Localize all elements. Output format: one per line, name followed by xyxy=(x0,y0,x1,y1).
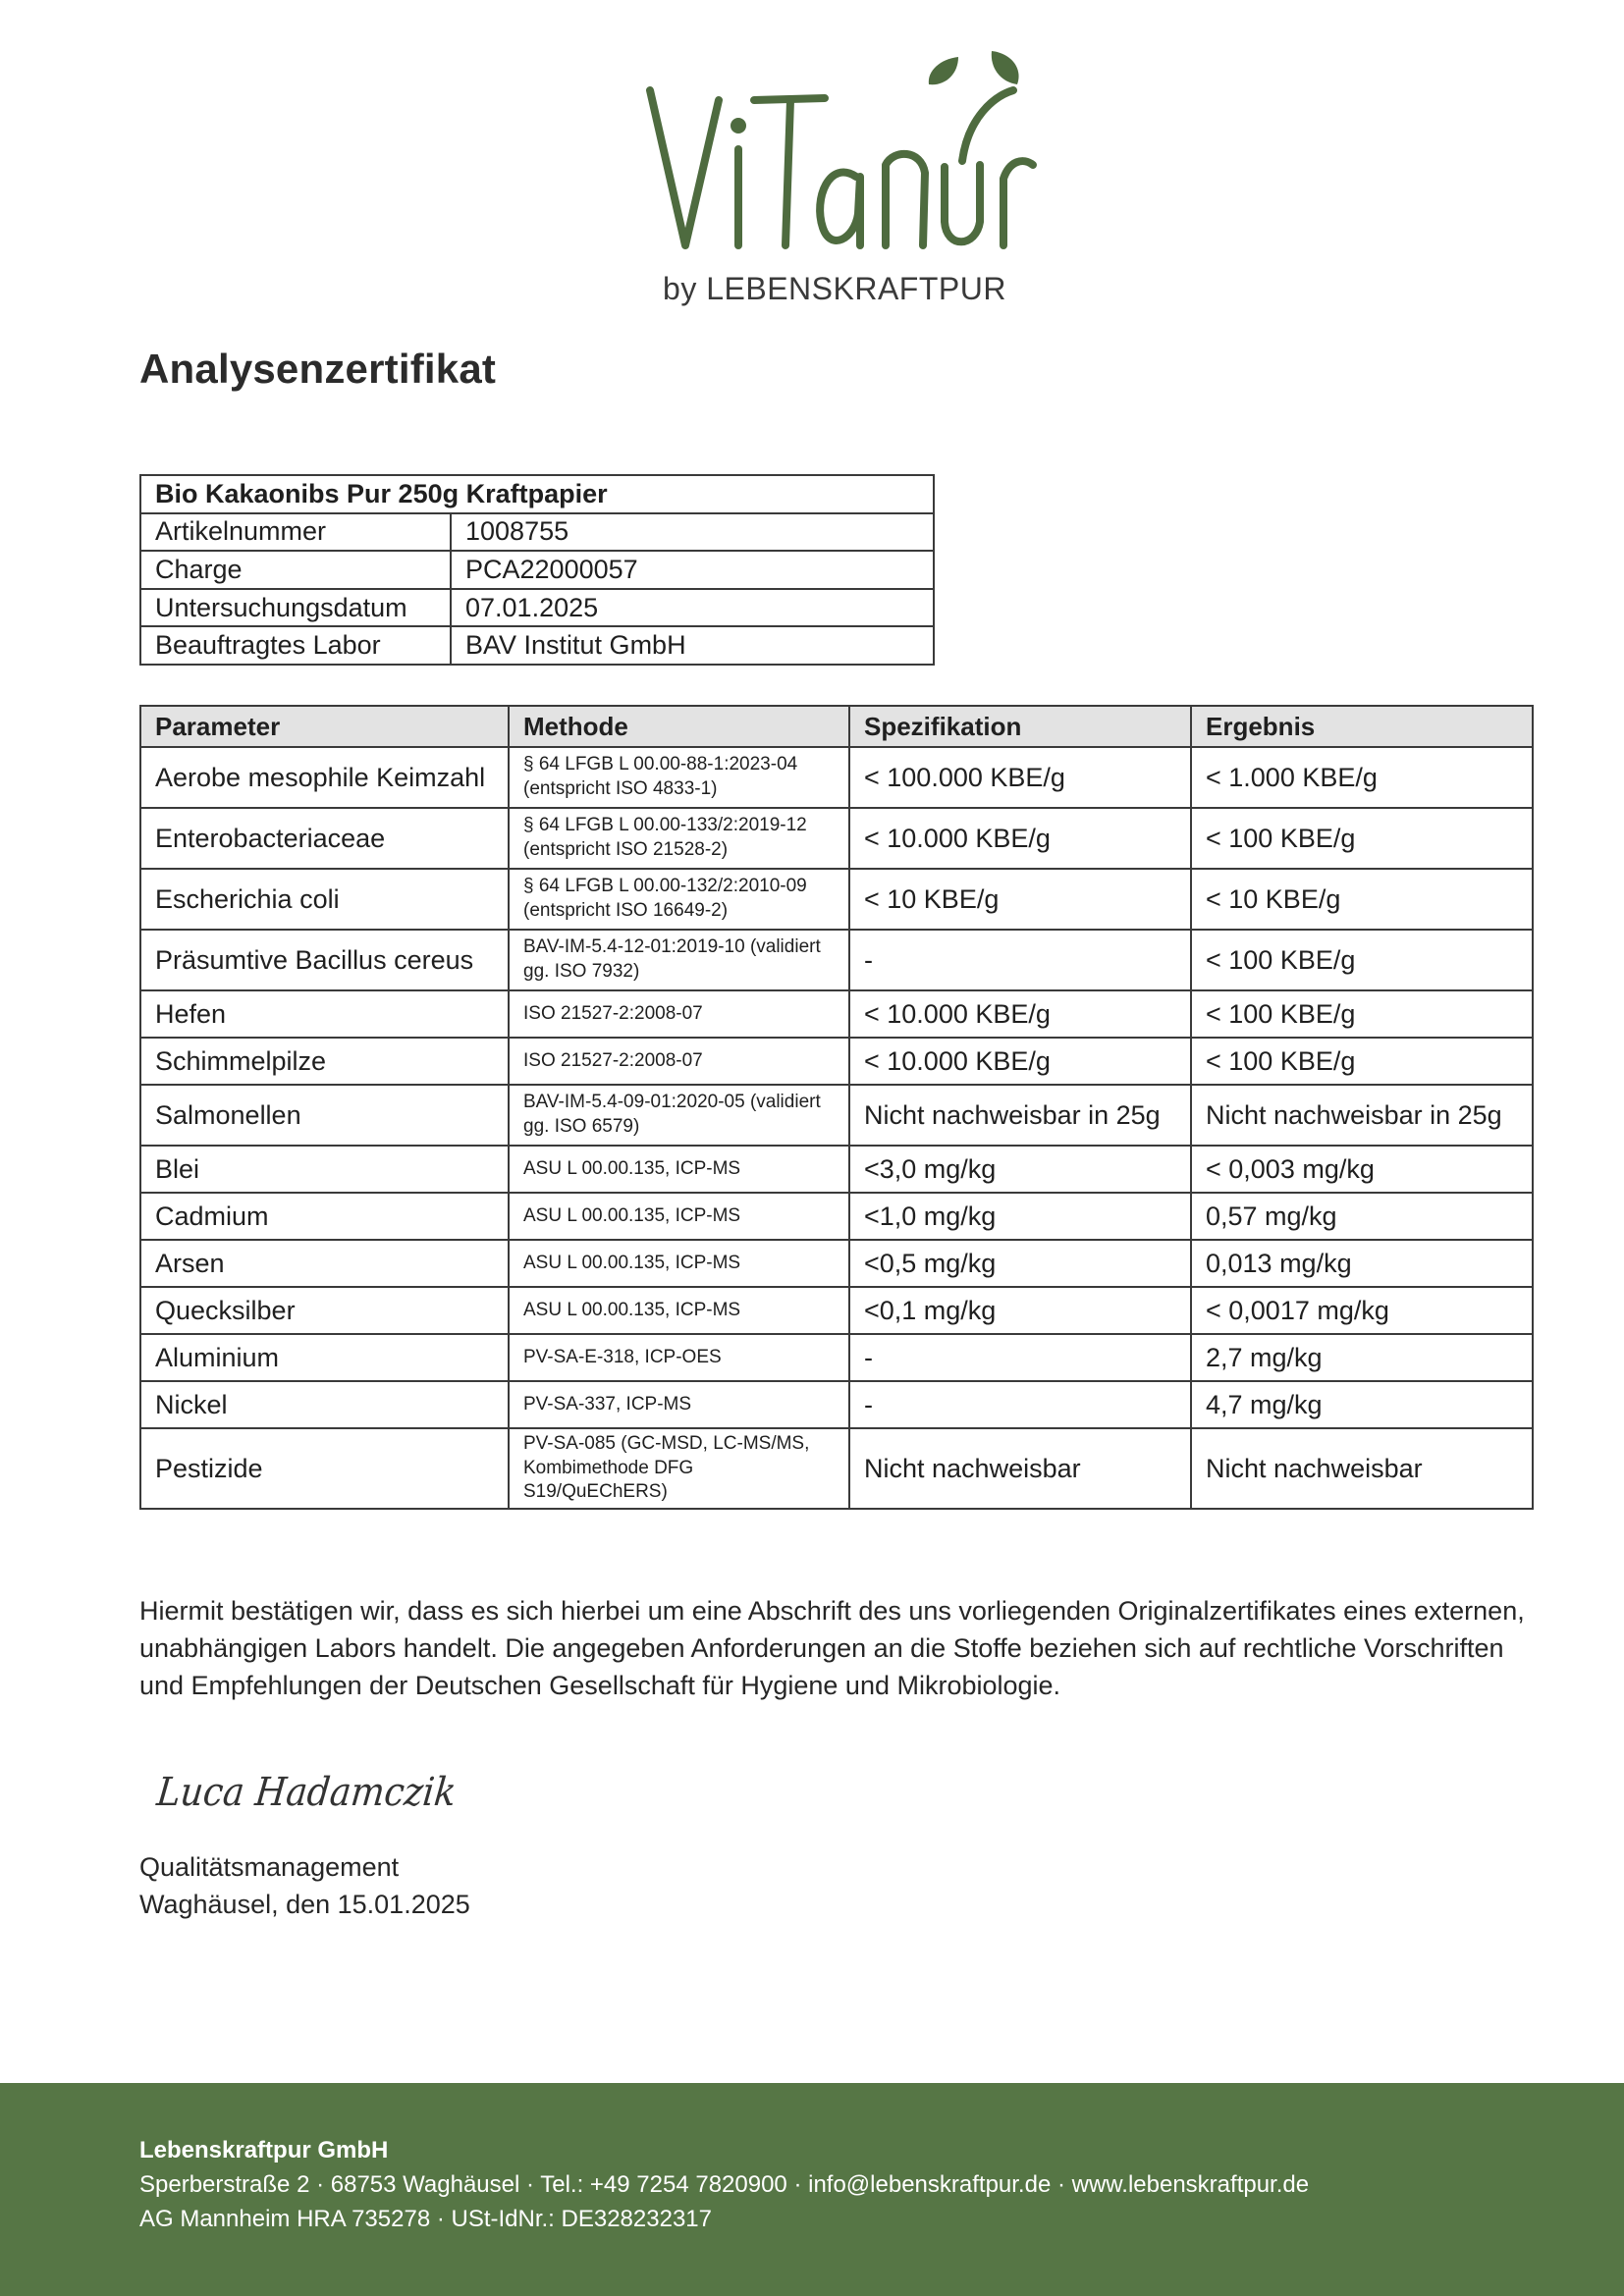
signer-role: Qualitätsmanagement xyxy=(139,1852,400,1882)
product-row-label: Charge xyxy=(140,551,451,589)
specification-cell: - xyxy=(849,1334,1191,1381)
method-cell: BAV-IM-5.4-12-01:2019-10 (validiert gg. ISO 7932) xyxy=(509,930,849,990)
specification-cell: <0,5 mg/kg xyxy=(849,1240,1191,1287)
result-cell: 2,7 mg/kg xyxy=(1191,1334,1533,1381)
result-cell: 0,57 mg/kg xyxy=(1191,1193,1533,1240)
analysis-row xyxy=(140,869,1533,930)
product-row xyxy=(140,626,934,665)
handwritten-signature: Luca Hadamczik xyxy=(154,1770,459,1815)
footer xyxy=(0,2083,1624,2296)
specification-cell: Nicht nachweisbar xyxy=(849,1428,1191,1509)
product-table xyxy=(139,474,935,666)
specification-cell: <0,1 mg/kg xyxy=(849,1287,1191,1334)
header-parameter: Parameter xyxy=(140,706,509,747)
result-cell: Nicht nachweisbar xyxy=(1191,1428,1533,1509)
method-cell: § 64 LFGB L 00.00-132/2:2010-09 (entspricht ISO 16649-2) xyxy=(509,869,849,930)
specification-cell: - xyxy=(849,930,1191,990)
signer-place-date: Waghäusel, den 15.01.2025 xyxy=(139,1890,470,1920)
parameter-cell: Pestizide xyxy=(140,1428,509,1509)
method-cell: ASU L 00.00.135, ICP-MS xyxy=(509,1240,849,1287)
footer-registry: AG Mannheim HRA 735278 · USt-IdNr.: DE328232317 xyxy=(139,2205,712,2232)
product-row-value: BAV Institut GmbH xyxy=(451,626,934,665)
logo-subline: by LEBENSKRAFTPUR xyxy=(663,271,1006,306)
analysis-table xyxy=(139,705,1534,1510)
result-cell: < 100 KBE/g xyxy=(1191,990,1533,1038)
result-cell: Nicht nachweisbar in 25g xyxy=(1191,1085,1533,1146)
result-cell: 4,7 mg/kg xyxy=(1191,1381,1533,1428)
parameter-cell: Quecksilber xyxy=(140,1287,509,1334)
product-row-value: 1008755 xyxy=(451,513,934,552)
parameter-cell: Enterobacteriaceae xyxy=(140,808,509,869)
method-cell: ASU L 00.00.135, ICP-MS xyxy=(509,1193,849,1240)
analysis-row xyxy=(140,1428,1533,1509)
specification-cell: < 10 KBE/g xyxy=(849,869,1191,930)
document-title: Analysenzertifikat xyxy=(139,346,497,392)
result-cell: < 0,0017 mg/kg xyxy=(1191,1287,1533,1334)
method-cell: ISO 21527-2:2008-07 xyxy=(509,990,849,1038)
method-cell: PV-SA-337, ICP-MS xyxy=(509,1381,849,1428)
header-method: Methode xyxy=(509,706,849,747)
product-row xyxy=(140,513,934,552)
parameter-cell: Nickel xyxy=(140,1381,509,1428)
method-cell: ASU L 00.00.135, ICP-MS xyxy=(509,1146,849,1193)
specification-cell: Nicht nachweisbar in 25g xyxy=(849,1085,1191,1146)
svg-text:by LEBENSKRAFTPUR xyxy=(663,271,1006,306)
product-name: Bio Kakaonibs Pur 250g Kraftpapier xyxy=(140,475,934,513)
product-row xyxy=(140,589,934,627)
parameter-cell: Blei xyxy=(140,1146,509,1193)
product-row xyxy=(140,551,934,589)
parameter-cell: Cadmium xyxy=(140,1193,509,1240)
confirmation-text: Hiermit bestätigen wir, dass es sich hierbei um eine Abschrift des uns vorliegenden Originalzertifikates eines externen, unabhängigen Labors handelt. Die angegeben Anforderungen an die Stoffe beziehen sich auf rechtliche Vorschriften und Empfehlungen der Deutschen Gesellschaft für Hygiene und Mikrobiologie. xyxy=(139,1596,1525,1701)
specification-cell: < 10.000 KBE/g xyxy=(849,990,1191,1038)
parameter-cell: Aerobe mesophile Keimzahl xyxy=(140,747,509,808)
analysis-row xyxy=(140,990,1533,1038)
parameter-cell: Salmonellen xyxy=(140,1085,509,1146)
footer-text xyxy=(139,2134,1309,2236)
analysis-row xyxy=(140,1240,1533,1287)
header-specification: Spezifikation xyxy=(849,706,1191,747)
analysis-row xyxy=(140,747,1533,808)
result-cell: 0,013 mg/kg xyxy=(1191,1240,1533,1287)
product-name-row xyxy=(140,475,934,513)
result-cell: < 10 KBE/g xyxy=(1191,869,1533,930)
method-cell: § 64 LFGB L 00.00-133/2:2019-12 (entspricht ISO 21528-2) xyxy=(509,808,849,869)
specification-cell: < 10.000 KBE/g xyxy=(849,1038,1191,1085)
product-row-value: 07.01.2025 xyxy=(451,589,934,627)
analysis-row xyxy=(140,930,1533,990)
analysis-header-row xyxy=(140,706,1533,747)
result-cell: < 100 KBE/g xyxy=(1191,808,1533,869)
vitanur-logo xyxy=(628,39,1041,309)
product-row-label: Beauftragtes Labor xyxy=(140,626,451,665)
header-result: Ergebnis xyxy=(1191,706,1533,747)
analysis-row xyxy=(140,1334,1533,1381)
specification-cell: < 10.000 KBE/g xyxy=(849,808,1191,869)
result-cell: < 100 KBE/g xyxy=(1191,1038,1533,1085)
product-row-label: Artikelnummer xyxy=(140,513,451,552)
footer-address: Sperberstraße 2 · 68753 Waghäusel · Tel.: +49 7254 7820900 · info@lebenskraftpur.de · www.lebenskraftpur.de xyxy=(139,2170,1310,2198)
analysis-row xyxy=(140,1193,1533,1240)
product-row-value: PCA22000057 xyxy=(451,551,934,589)
specification-cell: - xyxy=(849,1381,1191,1428)
method-cell: BAV-IM-5.4-09-01:2020-05 (validiert gg. ISO 6579) xyxy=(509,1085,849,1146)
specification-cell: <3,0 mg/kg xyxy=(849,1146,1191,1193)
analysis-row xyxy=(140,1038,1533,1085)
parameter-cell: Schimmelpilze xyxy=(140,1038,509,1085)
analysis-row xyxy=(140,1381,1533,1428)
parameter-cell: Arsen xyxy=(140,1240,509,1287)
parameter-cell: Präsumtive Bacillus cereus xyxy=(140,930,509,990)
analysis-row xyxy=(140,1085,1533,1146)
analysis-row xyxy=(140,808,1533,869)
result-cell: < 1.000 KBE/g xyxy=(1191,747,1533,808)
method-cell: § 64 LFGB L 00.00-88-1:2023-04 (entspricht ISO 4833-1) xyxy=(509,747,849,808)
specification-cell: <1,0 mg/kg xyxy=(849,1193,1191,1240)
method-cell: PV-SA-085 (GC-MSD, LC-MS/MS, Kombimethode DFG S19/QuEChERS) xyxy=(509,1428,849,1509)
parameter-cell: Hefen xyxy=(140,990,509,1038)
analysis-row xyxy=(140,1146,1533,1193)
footer-company: Lebenskraftpur GmbH xyxy=(139,2137,389,2163)
result-cell: < 100 KBE/g xyxy=(1191,930,1533,990)
result-cell: < 0,003 mg/kg xyxy=(1191,1146,1533,1193)
method-cell: ISO 21527-2:2008-07 xyxy=(509,1038,849,1085)
parameter-cell: Aluminium xyxy=(140,1334,509,1381)
signer-block xyxy=(139,1848,470,1924)
specification-cell: < 100.000 KBE/g xyxy=(849,747,1191,808)
analysis-row xyxy=(140,1287,1533,1334)
parameter-cell: Escherichia coli xyxy=(140,869,509,930)
method-cell: ASU L 00.00.135, ICP-MS xyxy=(509,1287,849,1334)
product-row-label: Untersuchungsdatum xyxy=(140,589,451,627)
method-cell: PV-SA-E-318, ICP-OES xyxy=(509,1334,849,1381)
